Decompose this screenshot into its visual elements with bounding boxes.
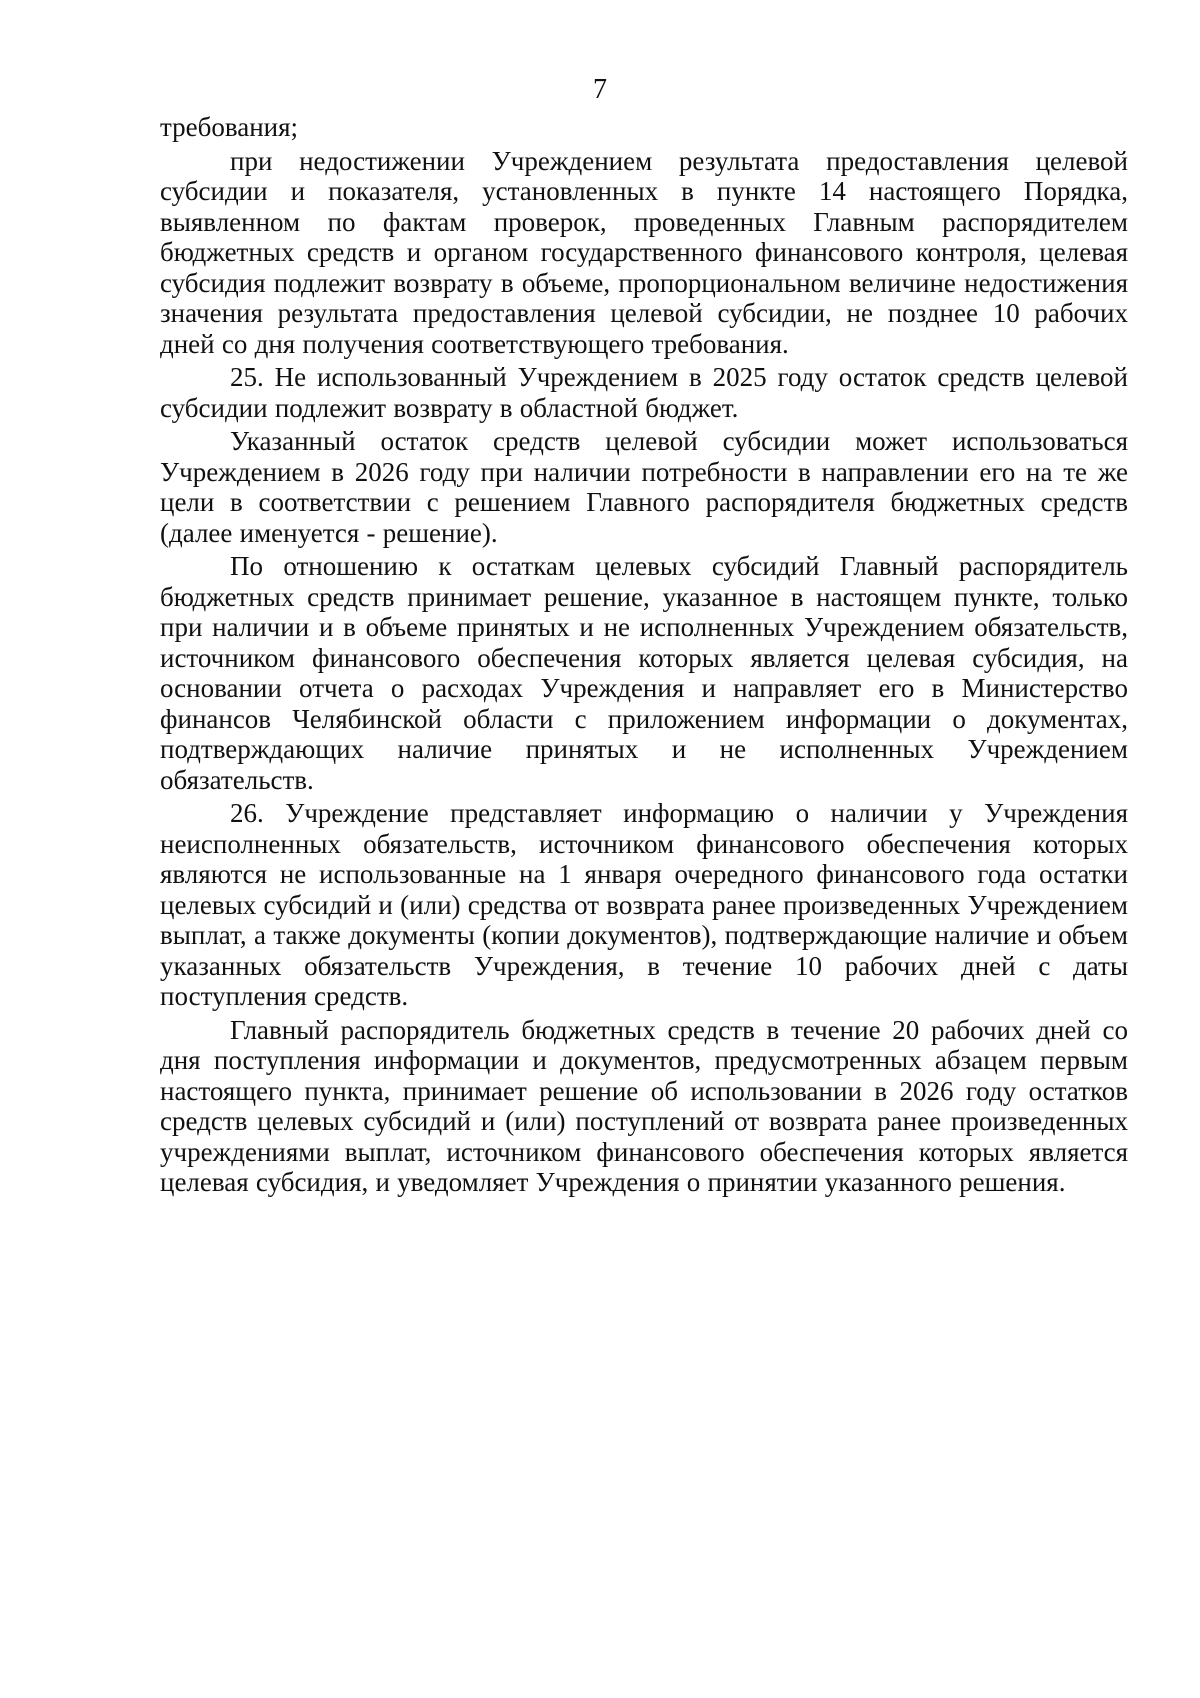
document-body — [160, 112, 1128, 1201]
paragraph-clause-26: 26. Учреждение представляет информацию о наличии у Учреждения неисполненных обязательств, источником финансового обеспечения которых являются не использованные на 1 января очередного финансового года остатки целевых субсидий и (или) средства от возврата ранее произведенных Учреждением выплат, а также документы (копии документов), подтверждающие наличие и объем указанных обязательств Учреждения, в течение 10 рабочих дней с даты поступления средств. — [160, 798, 1128, 1011]
paragraph-clause-25: 25. Не использованный Учреждением в 2025 году остаток средств целевой субсидии подлежит возврату в областной бюджет. — [160, 362, 1128, 423]
page-number: 7 — [593, 74, 607, 105]
paragraph-remainder-usage: Указанный остаток средств целевой субсидии может использоваться Учреждением в 2026 году при наличии потребности в направлении его на те же цели в соответствии с решением Главного распорядителя бюджетных средств (далее именуется - решение). — [160, 426, 1128, 548]
paragraph-continuation: требования; — [160, 112, 299, 142]
paragraph-main-manager-decision: Главный распорядитель бюджетных средств в течение 20 рабочих дней со дня поступления информации и документов, предусмотренных абзацем первым настоящего пункта, принимает решение об использовании в 2026 году остатков средств целевых субсидий и (или) поступлений от возврата ранее произведенных учреждениями выплат, источником финансового обеспечения которых является целевая субсидия, и уведомляет Учреждения о принятии указанного решения. — [160, 1014, 1128, 1197]
paragraph-non-achievement-return: при недостижении Учреждением результата предоставления целевой субсидии и показателя, установленных в пункте 14 настоящего Порядка, выявленном по фактам проверок, проведенных Главным распорядителем бюджетных средств и органом государственного финансового контроля, целевая субсидия подлежит возврату в объеме, пропорциональном величине недостижения значения результата предоставления целевой субсидии, не позднее 10 рабочих дней со дня получения соответствующего требования. — [160, 145, 1128, 359]
paragraph-remainder-decision: По отношению к остаткам целевых субсидий Главный распорядитель бюджетных средств принимает решение, указанное в настоящем пункте, только при наличии и в объеме принятых и не исполненных Учреждением обязательств, источником финансового обеспечения которых является целевая субсидия, на основании отчета о расходах Учреждения и направляет его в Министерство финансов Челябинской области с приложением информации о документах, подтверждающих наличие принятых и не исполненных Учреждением обязательств. — [160, 551, 1128, 795]
